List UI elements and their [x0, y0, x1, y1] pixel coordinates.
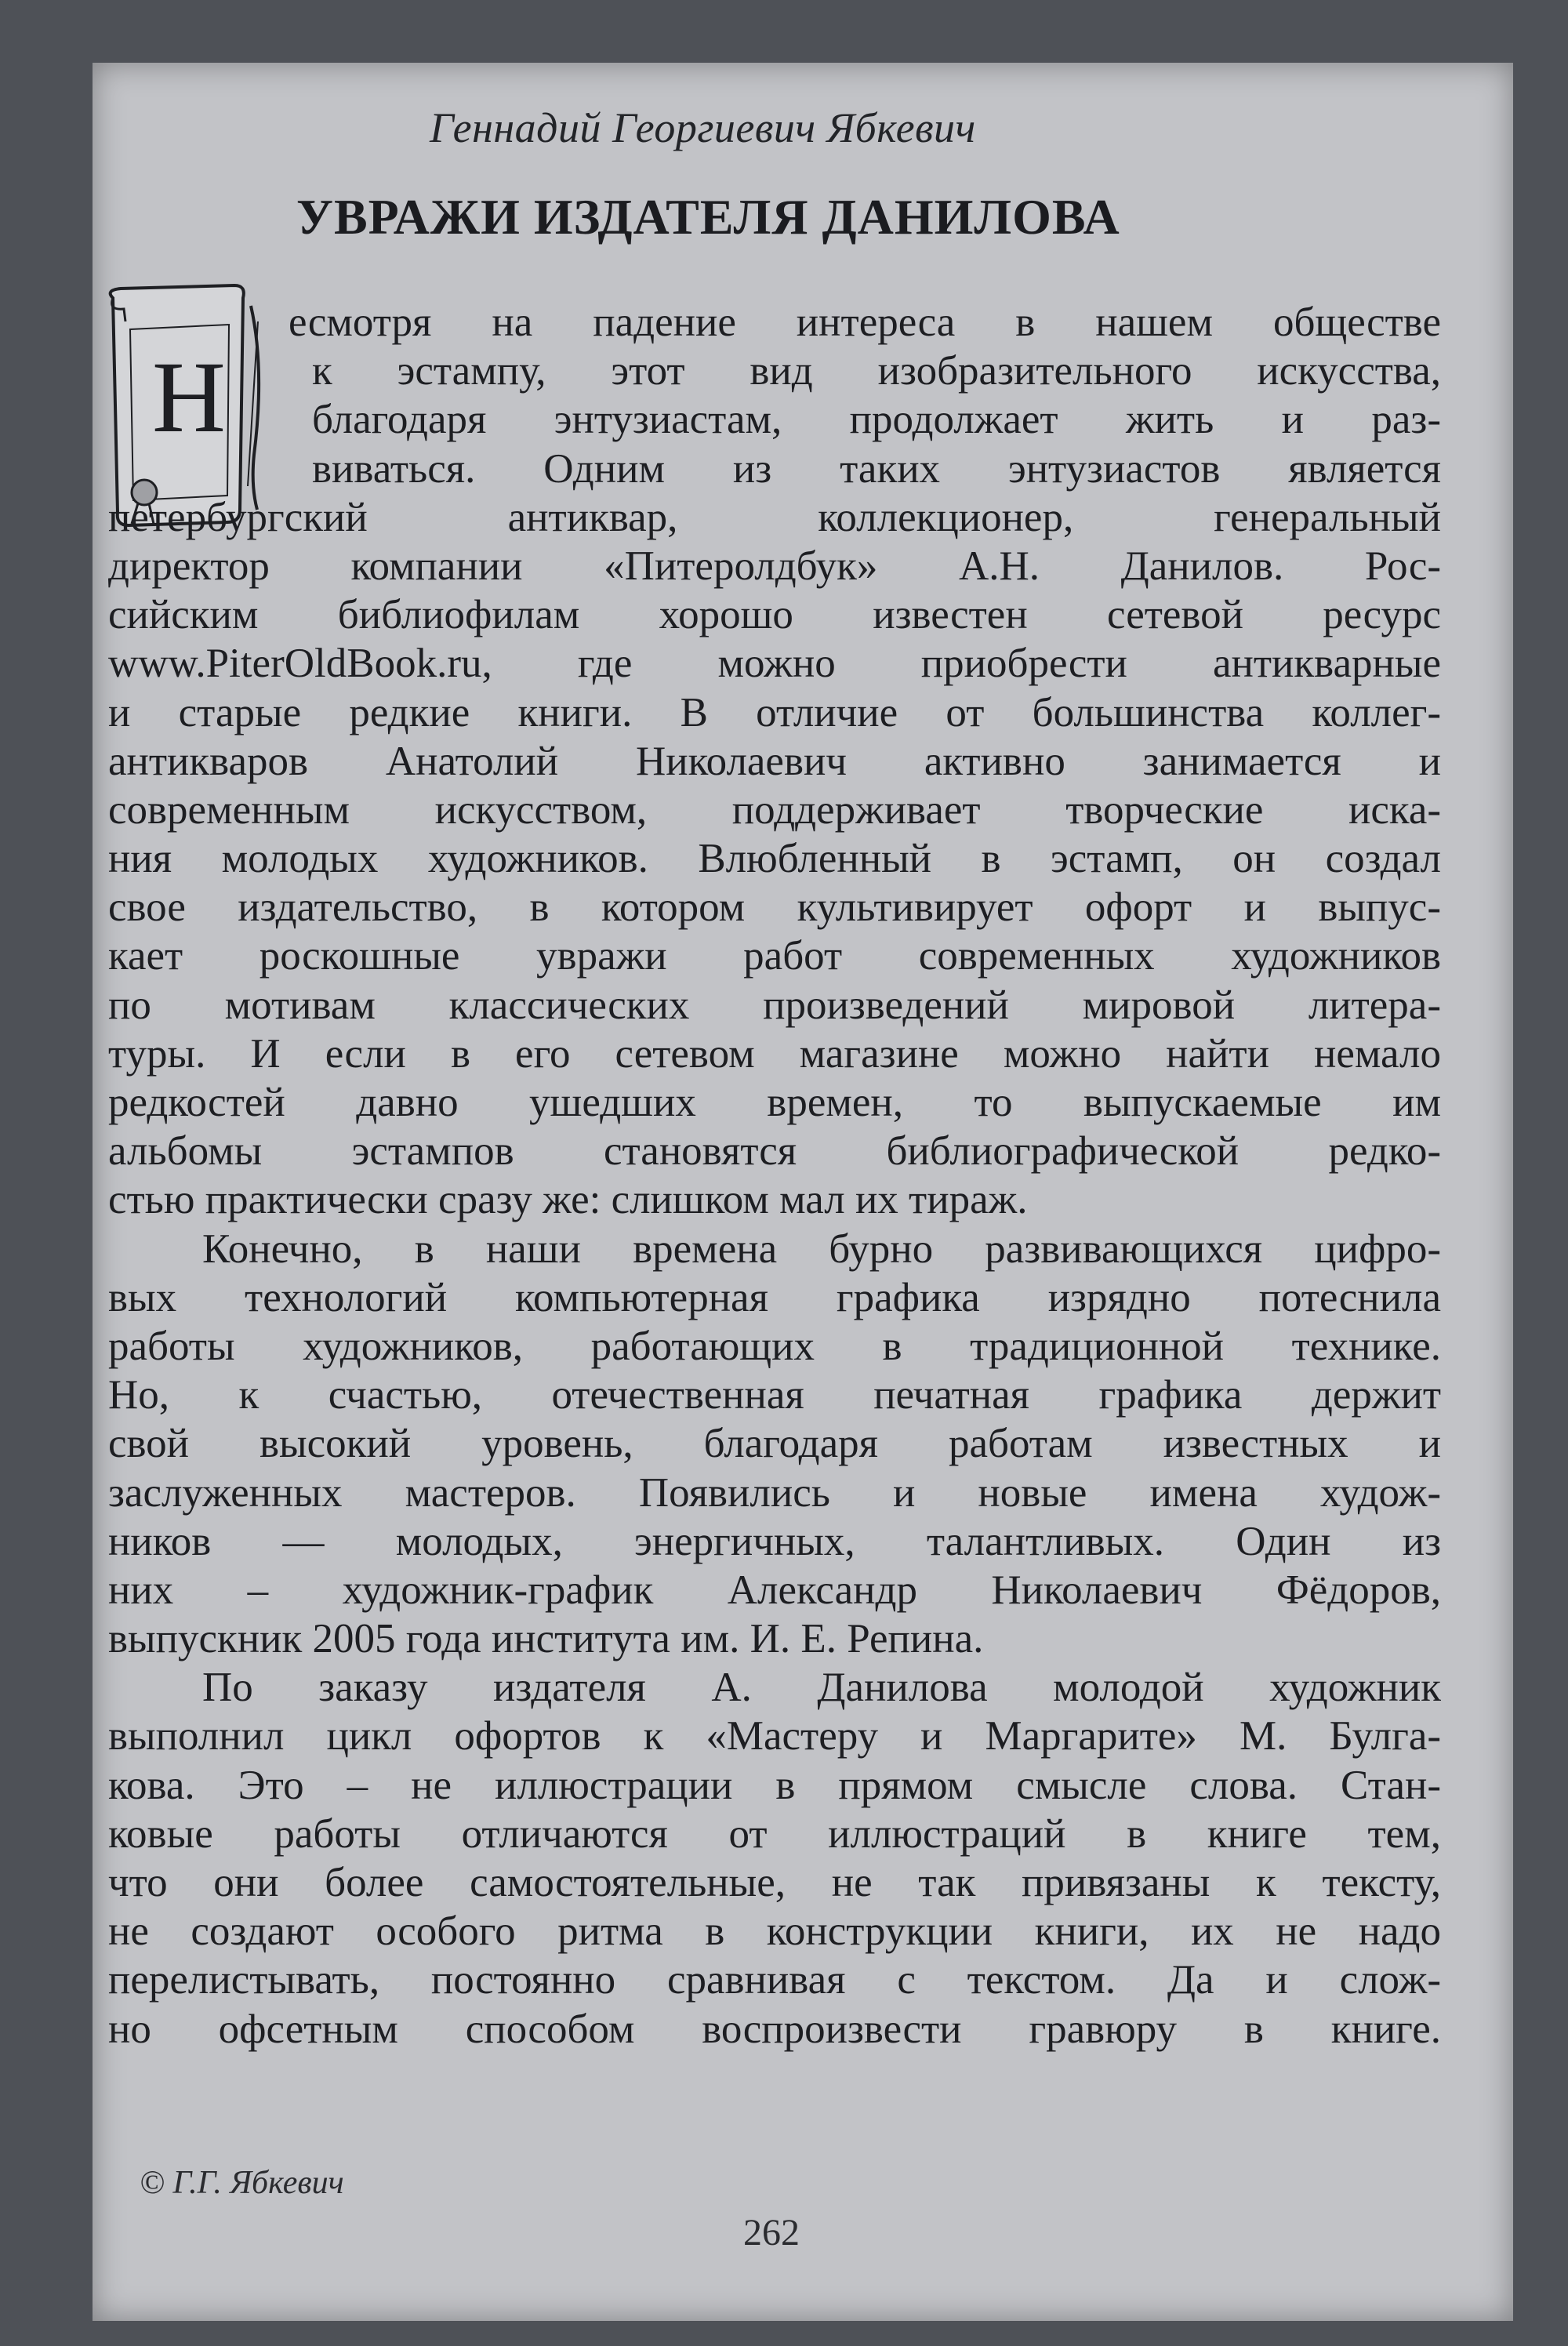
- body-line: есмотря на падение интереса в нашем обществе: [289, 300, 1441, 345]
- running-header-author: Геннадий Георгиевич Ябкевич: [430, 104, 976, 151]
- body-line: свое издательство, в котором культивирует офорт и выпус-: [108, 884, 1441, 931]
- copyright-notice: © Г.Г. Ябкевич: [140, 2165, 344, 2201]
- body-line: кает роскошные увражи работ современных художников: [108, 933, 1441, 979]
- body-line: по мотивам классических произведений мировой литера-: [108, 982, 1441, 1028]
- body-line: стью практически сразу же: слишком мал их тираж.: [108, 1177, 1028, 1223]
- body-line: свой высокий уровень, благодаря работам известных и: [108, 1421, 1441, 1467]
- article-body: [108, 298, 1441, 2054]
- body-line: ников — молодых, энергичных, талантливых. Один из: [108, 1518, 1441, 1564]
- body-line: антикваров Анатолий Николаевич активно занимается и: [108, 738, 1441, 784]
- body-line: петербургский антиквар, коллекционер, генеральный: [108, 494, 1441, 540]
- body-line: перелистывать, постоянно сравнивая с текстом. Да и слож-: [108, 1957, 1441, 2003]
- article-title: УВРАЖИ ИЗДАТЕЛЯ ДАНИЛОВА: [296, 189, 1120, 245]
- body-line: к эстампу, этот вид изобразительного искусства,: [312, 348, 1441, 394]
- body-line: сийским библиофилам хорошо известен сетевой ресурс: [108, 592, 1441, 638]
- body-line: ния молодых художников. Влюбленный в эстамп, он создал: [108, 836, 1441, 882]
- body-line: вых технологий компьютерная графика изрядно потеснила: [108, 1274, 1441, 1320]
- body-line: не создают особого ритма в конструкции книги, их не надо: [108, 1908, 1441, 1955]
- body-line: По заказу издателя А. Данилова молодой художник: [202, 1665, 1441, 1711]
- body-line: альбомы эстампов становятся библиографической редко-: [108, 1128, 1441, 1175]
- body-line: работы художников, работающих в традиционной технике.: [108, 1323, 1441, 1369]
- body-line: что они более самостоятельные, не так привязаны к тексту,: [108, 1860, 1441, 1905]
- body-line: туры. И если в его сетевом магазине можно найти немало: [108, 1030, 1441, 1077]
- body-line: выпускник 2005 года института им. И. Е. Репина.: [108, 1616, 984, 1662]
- drop-cap-letter: Н: [152, 341, 226, 454]
- body-line: Конечно, в наши времена бурно развивающихся цифро-: [202, 1226, 1441, 1272]
- body-line: благодаря энтузиастам, продолжает жить и раз-: [312, 397, 1441, 443]
- body-line: заслуженных мастеров. Появились и новые имена худож-: [108, 1469, 1441, 1516]
- body-line: выполнил цикл офортов к «Мастеру и Маргарите» М. Булга-: [108, 1713, 1441, 1760]
- body-line: www.PiterOldBook.ru, где можно приобрести антикварные: [108, 641, 1441, 687]
- body-line: современным искусством, поддерживает творческие иска-: [108, 786, 1441, 833]
- body-line: них – художник-график Александр Николаевич Фёдоров,: [108, 1567, 1441, 1613]
- body-line: но офсетным способом воспроизвести гравюру в книге.: [108, 2006, 1441, 2052]
- page-number: 262: [743, 2212, 800, 2253]
- body-line: директор компании «Питеролдбук» А.Н. Данилов. Рос-: [108, 543, 1441, 589]
- body-line: ковые работы отличаются от иллюстраций в книге тем,: [108, 1810, 1441, 1857]
- body-line: редкостей давно ушедших времен, то выпускаемые им: [108, 1080, 1441, 1125]
- body-line: и старые редкие книги. В отличие от большинства коллег-: [108, 689, 1441, 735]
- book-page: [93, 63, 1513, 2321]
- body-line: кова. Это – не иллюстрации в прямом смысле слова. Стан-: [108, 1762, 1441, 1808]
- body-line: виваться. Одним из таких энтузиастов является: [312, 445, 1441, 492]
- body-line: Но, к счастью, отечественная печатная графика держит: [108, 1372, 1441, 1418]
